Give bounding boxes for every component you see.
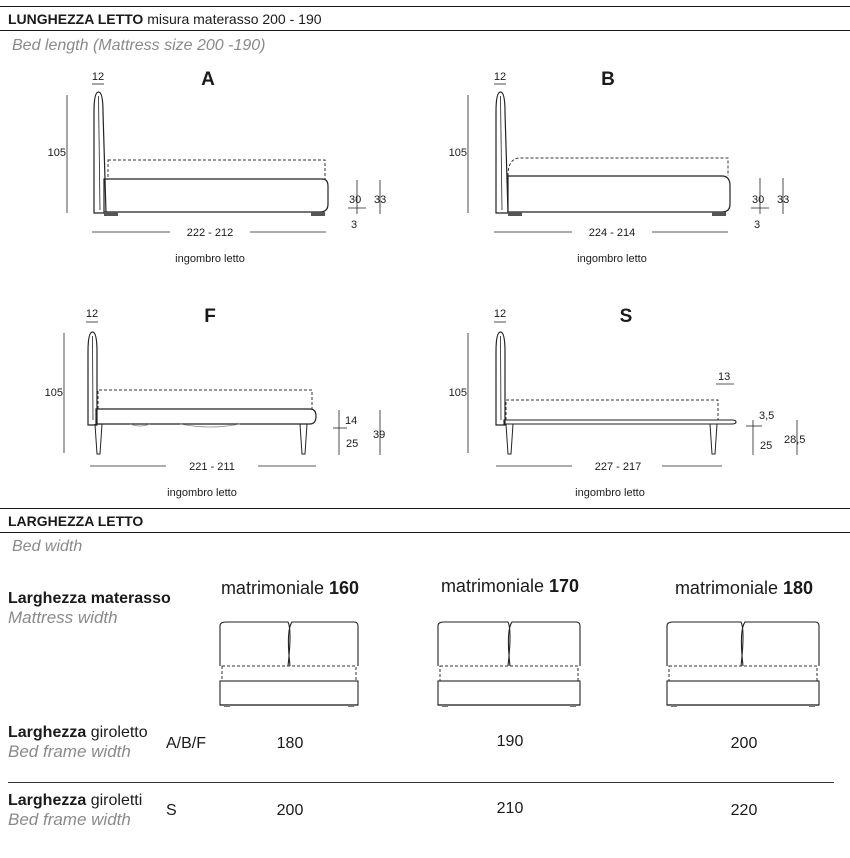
size-word-170: matrimoniale — [440, 576, 544, 596]
headboard-thickness-s: 12 — [493, 308, 507, 320]
dim-s-4: 28,5 — [784, 434, 806, 446]
mattress-width-label — [8, 590, 171, 628]
width-header-title — [8, 513, 143, 529]
width-header-bar — [0, 508, 850, 533]
frame-value-2-180: 220 — [730, 802, 758, 819]
length-title-bold: LUNGHEZZA LETTO — [8, 11, 144, 27]
length-title-rest: misura materasso 200 - 190 — [147, 11, 322, 27]
row-separator — [8, 782, 834, 783]
size-label-180 — [659, 578, 829, 599]
dim-s-1: 13 — [718, 371, 731, 383]
mattress-width-label-it: Larghezza materasso — [8, 590, 171, 607]
frame-width-label-2 — [8, 792, 142, 830]
size-word-160: matrimoniale — [220, 578, 324, 598]
width-title-bold: LARGHEZZA LETTO — [8, 513, 144, 529]
frame-label-bold-2: Larghezza — [8, 792, 87, 809]
dim-a-3: 33 — [374, 194, 387, 206]
height-label-a: 105 — [47, 147, 66, 159]
front-view-180 — [667, 622, 819, 707]
dim-f-2: 25 — [346, 438, 359, 450]
frame-label-rest-1: giroletto — [90, 724, 148, 741]
front-view-160 — [220, 622, 358, 707]
model-letter-s: S — [619, 306, 633, 327]
frame-value-2-160: 200 — [276, 802, 304, 819]
frame-value-1-180: 200 — [730, 735, 758, 752]
size-num-180: 180 — [783, 578, 814, 598]
model-letter-f: F — [204, 306, 216, 327]
size-num-160: 160 — [329, 578, 360, 598]
size-word-180: matrimoniale — [674, 578, 778, 598]
width-subtitle: Bed width — [12, 538, 83, 555]
frame-model-1: A/B/F — [166, 735, 207, 752]
diagram-s — [449, 306, 806, 499]
dim-s-2: 3,5 — [759, 410, 775, 422]
length-label-s: 227 - 217 — [594, 461, 642, 473]
dim-b-1: 30 — [752, 194, 765, 206]
size-label-160 — [205, 578, 375, 599]
length-subtitle: Bed length (Mattress size 200 -190) — [12, 37, 266, 54]
dim-a-1: 30 — [349, 194, 362, 206]
height-label-f: 105 — [44, 387, 63, 399]
dim-b-2: 3 — [754, 219, 761, 231]
dim-b-3: 33 — [777, 194, 790, 206]
headboard-thickness-f: 12 — [85, 308, 99, 320]
height-label-b: 105 — [448, 147, 467, 159]
mattress-width-label-en: Mattress width — [8, 608, 118, 627]
frame-value-1-160: 180 — [276, 735, 304, 752]
dim-a-2: 3 — [351, 219, 358, 231]
frame-label-en-2: Bed frame width — [8, 810, 131, 829]
frame-label-rest-2: giroletti — [90, 792, 143, 809]
size-label-170 — [425, 576, 595, 597]
length-label-a: 222 - 212 — [186, 227, 234, 239]
diagram-a — [48, 69, 387, 265]
model-letter-b: B — [601, 69, 615, 90]
height-label-s: 105 — [448, 387, 467, 399]
dim-f-1: 14 — [345, 415, 358, 427]
caption-s: ingombro letto — [575, 487, 645, 499]
diagram-b — [449, 69, 790, 265]
frame-value-1-170: 190 — [496, 733, 524, 750]
frame-width-label-1 — [8, 724, 148, 762]
caption-f: ingombro letto — [167, 487, 237, 499]
front-view-170 — [438, 622, 580, 707]
dim-s-3: 25 — [760, 440, 773, 452]
headboard-thickness-a: 12 — [91, 71, 105, 83]
frame-value-2-170: 210 — [496, 800, 524, 817]
size-num-170: 170 — [549, 576, 580, 596]
model-letter-a: A — [201, 69, 215, 90]
headboard-thickness-b: 12 — [493, 71, 507, 83]
frame-label-en-1: Bed frame width — [8, 742, 131, 761]
frame-label-bold-1: Larghezza — [8, 724, 87, 741]
frame-model-2: S — [166, 802, 177, 819]
caption-a: ingombro letto — [175, 253, 245, 265]
length-label-f: 221 - 211 — [189, 461, 235, 473]
dim-f-3: 39 — [373, 429, 386, 441]
caption-b: ingombro letto — [577, 253, 647, 265]
length-label-b: 224 - 214 — [588, 227, 636, 239]
diagram-f — [45, 306, 386, 499]
